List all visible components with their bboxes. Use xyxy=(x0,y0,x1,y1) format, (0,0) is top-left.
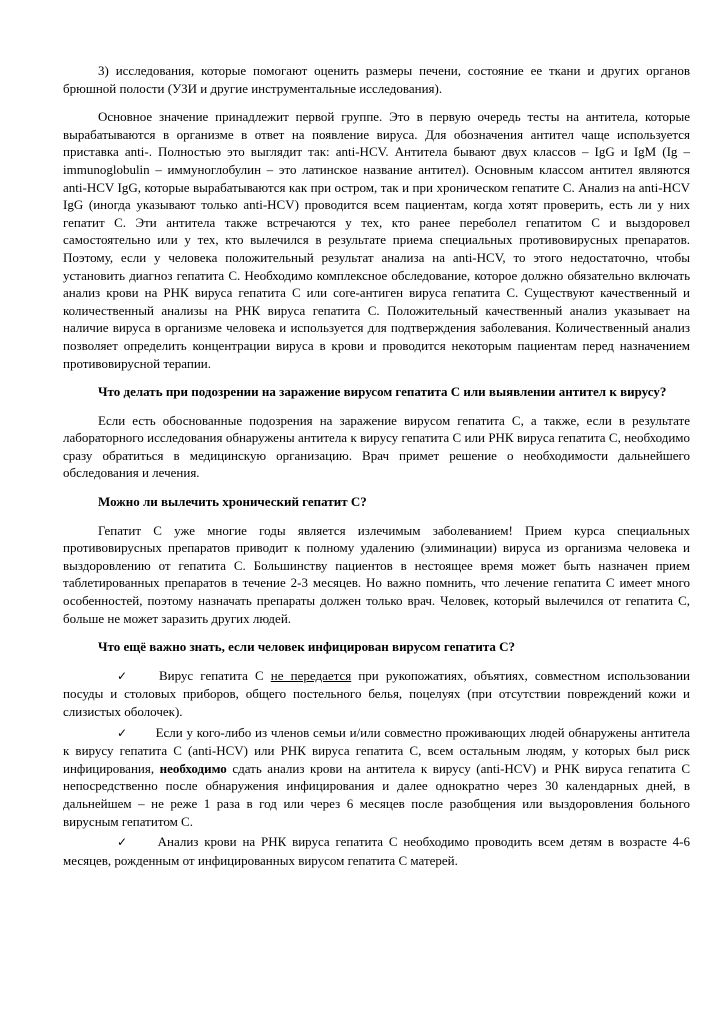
bullet-text-segment-bold: необходимо xyxy=(159,760,227,776)
bullet-text-segment: Вирус гепатита С xyxy=(158,667,271,683)
checkmark-bullet-icon: ✓ xyxy=(117,835,130,850)
section-heading-important-to-know: Что ещё важно знать, если человек инфицирован вирусом гепатита С? xyxy=(98,639,516,655)
paragraph: Если есть обоснованные подозрения на заражение вирусом гепатита С, а также, если в результате лабораторного исследования обнаружены антитела к вирусу гепатита С или РНК вируса гепатита С, необходимо сразу обратиться в медицинскую организацию. Врач примет решение о необходимости дальнейшего обследования и лечения. xyxy=(63,412,690,481)
paragraph: 3) исследования, которые помогают оценить размеры печени, состояние ее ткани и других органов брюшной полости (УЗИ и другие инструментальные исследования). xyxy=(63,63,690,96)
paragraph: Гепатит С уже многие годы является излечимым заболеванием! Прием курса специальных противовирусных препаратов приводит к полному удалению (элиминации) вируса из организма человека и выздоровлению от гепатита С. Большинству пациентов в нестоящее время может быть назначен прием таблетированных препаратов в течение 2-3 месяцев. Но важно помнить, что лечение гепатита С имеет много особенностей, поэтому назначать препараты должен только врач. Человек, который вылечился от гепатита С, больше не может заразить других людей. xyxy=(63,522,690,626)
bullet-item xyxy=(63,833,690,869)
bullet-text-segment-underlined: не передается xyxy=(270,667,352,683)
checkmark-bullet-icon: ✓ xyxy=(117,725,128,740)
bullet-text-segment: Если у кого-либо из членов семьи и/или совместно проживающих людей обнаружены антитела к вирусу гепатита С (anti-HCV) или РНК вируса гепатита С, всем остальным людям, у которых был риск инфицирования, xyxy=(63,724,690,776)
bullet-text-segment: при рукопожатиях, объятиях, совместном использовании посуды и столовых приборов, общего постельного белья, поцелуях (при отсутствии повреждений кожи и слизистых оболочек). xyxy=(63,667,690,719)
section-heading-can-be-cured: Можно ли вылечить хронический гепатит С? xyxy=(98,494,367,510)
bullet-item xyxy=(63,724,690,831)
bullet-text-segment: Анализ крови на РНК вируса гепатита С необходимо проводить всем детям в возрасте 4-6 месяцев, рожденным от инфицированных вирусом гепатита С матерей. xyxy=(63,834,690,868)
paragraph: Основное значение принадлежит первой группе. Это в первую очередь тесты на антитела, которые вырабатываются в организме в ответ на появление вируса. Для обозначения антител чаще используется приставка anti-. Полностью это выглядит так: anti-HCV. Антитела бывают двух классов – IgG и IgM (Ig – immunoglobulin – иммуноглобулин – это латинское название антител). Основным классом антител являются anti-HCV IgG, которые вырабатываются как при остром, так и при хроническом гепатите С. Анализ на anti-HCV IgG (иногда указывают только anti-HCV) проводится всем пациентам, когда хотят проверить, есть ли у них гепатит С. Эти антитела также встречаются у тех, кто ранее переболел гепатитом С и выздоровел самостоятельно или у тех, кто вылечился в результате приема специальных противовирусных препаратов. Поэтому, если у человека положительный результат анализа на anti-HCV, то этого недостаточно, чтобы установить диагноз гепатита С. Необходимо комплексное обследование, которое должно обязательно включать анализ крови на РНК вируса гепатита С или core-антиген вируса гепатита С. Существуют качественный и количественный анализы на РНК вируса гепатита С. Положительный качественный анализ указывает на наличие вируса в организме человека и используется для подтверждения заболевания. Количественный анализ позволяет определить концентрации вируса в крови и проводится некоторым пациентам перед назначением противовирусной терапии. xyxy=(63,109,690,371)
checkmark-bullet-icon: ✓ xyxy=(117,668,131,683)
bullet-item xyxy=(63,667,690,721)
section-heading-suspected-infection: Что делать при подозрении на заражение вирусом гепатита С или выявлении антител к вирусу? xyxy=(98,384,667,400)
bullet-text-segment: сдать анализ крови на антитела к вирусу (anti-HCV) и РНК вируса гепатита С непосредственно после обнаружения инфицирования и далее однократно через 30 календарных дней, в дальнейшем – не реже 1 раза в год или через 6 месяцев после разобщения или выздоровления больного вирусным гепатитом С. xyxy=(63,760,690,829)
